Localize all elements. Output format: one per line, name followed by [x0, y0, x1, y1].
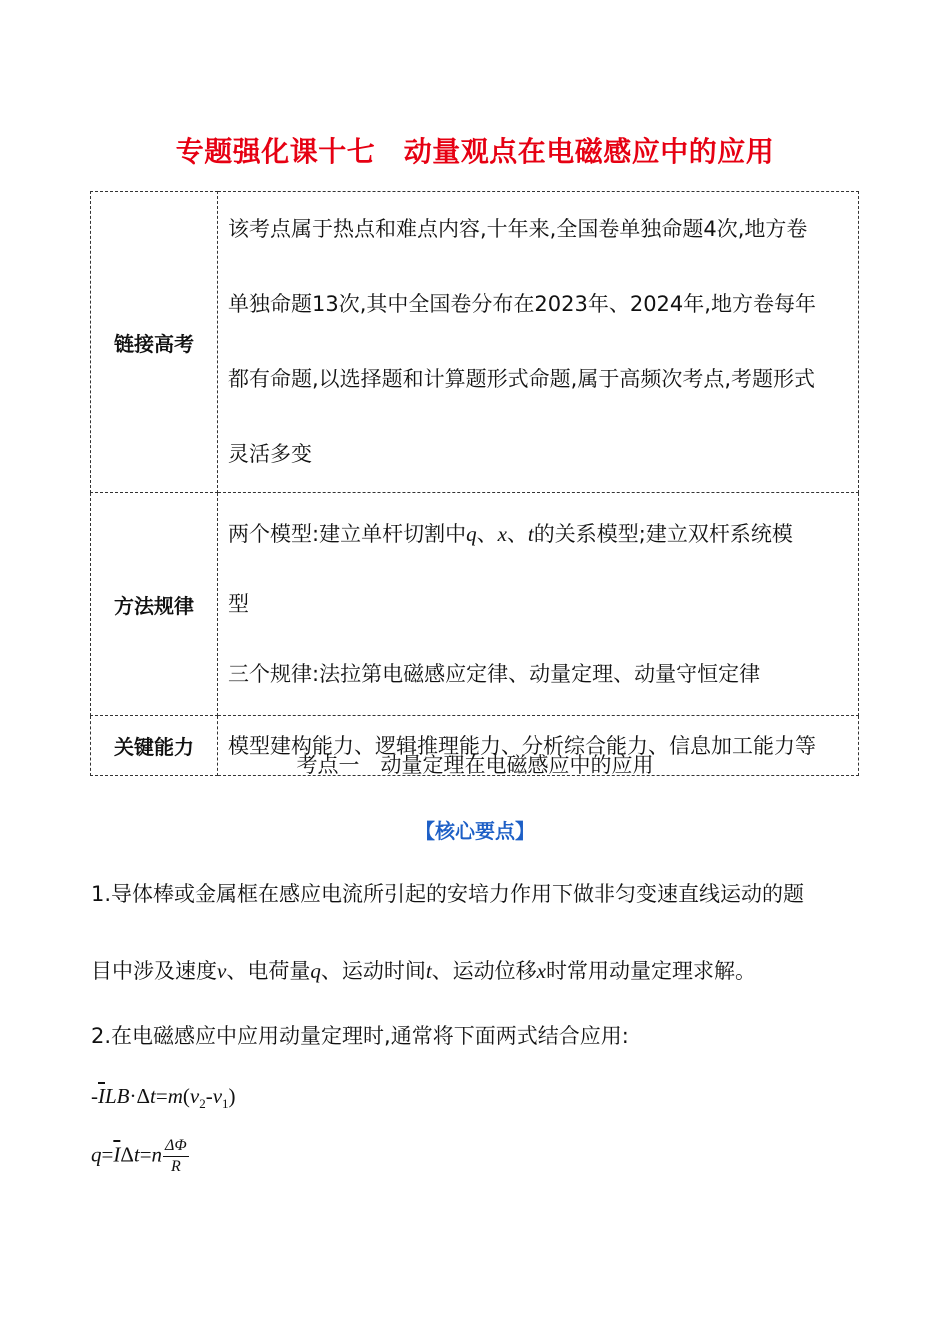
- row-content-method: [218, 493, 859, 716]
- content-line: 灵活多变: [228, 442, 312, 466]
- text-span: 、运动时间: [320, 959, 426, 983]
- delta-sign: Δ: [120, 1142, 134, 1167]
- row-label-ability: 关键能力: [91, 716, 218, 776]
- separator: 、: [476, 522, 498, 546]
- text-span: 的关系模型;建立双杆系统模: [533, 522, 793, 546]
- subscript: 2: [199, 1096, 206, 1112]
- fraction-numerator: ΔΦ: [163, 1136, 189, 1157]
- variable-x: x: [497, 522, 507, 546]
- point-2: 2.在电磁感应中应用动量定理时,通常将下面两式结合应用:: [91, 1024, 629, 1048]
- charge-var: q: [91, 1142, 102, 1167]
- content-line: [228, 499, 858, 569]
- row-label-method: 方法规律: [91, 493, 218, 716]
- time-var: t: [150, 1084, 156, 1108]
- content-line: 型: [228, 592, 249, 616]
- equals-sign: =: [139, 1142, 152, 1167]
- paren: (: [182, 1084, 190, 1108]
- variable-x: x: [536, 959, 546, 983]
- text-span: 、运动位移: [431, 959, 537, 983]
- dot-delta: ·Δ: [129, 1084, 151, 1108]
- average-current: $\overline{I}$: [98, 1084, 105, 1108]
- core-points-heading: 【核心要点】: [415, 819, 535, 843]
- text-span: 、电荷量: [226, 959, 311, 983]
- section-title: 考点一 动量定理在电磁感应中的应用: [296, 753, 654, 777]
- variable-q: q: [466, 522, 477, 546]
- summary-table: [90, 191, 859, 776]
- length-field: LB: [105, 1084, 130, 1108]
- content-line: 该考点属于热点和难点内容,十年来,全国卷单独命题4次,地方卷: [228, 217, 808, 241]
- variable-q: q: [310, 959, 321, 983]
- formula-charge: [91, 1136, 189, 1177]
- row-content-link-exam: [218, 192, 859, 493]
- row-label-link-exam: 链接高考: [91, 192, 218, 493]
- variable-v: v: [217, 959, 227, 983]
- mass-var: m: [167, 1084, 183, 1108]
- page-title: 专题强化课十七 动量观点在电磁感应中的应用: [175, 135, 775, 168]
- average-current: $\overline{I}$: [113, 1142, 121, 1167]
- content-line: 都有命题,以选择题和计算题形式命题,属于高频次考点,考题形式: [228, 367, 816, 391]
- formula-momentum: [91, 1084, 236, 1112]
- content-line: 三个规律:法拉第电磁感应定律、动量定理、动量守恒定律: [228, 662, 761, 686]
- equals-sign: =: [101, 1142, 114, 1167]
- minus-sign: -: [91, 1084, 98, 1108]
- subscript: 1: [222, 1096, 229, 1112]
- content-line: 单独命题13次,其中全国卷分布在2023年、2024年,地方卷每年: [228, 292, 816, 316]
- point-1-line-2: [91, 955, 756, 985]
- text-span: 时常用动量定理求解。: [546, 959, 756, 983]
- turns-var: n: [151, 1142, 163, 1167]
- velocity-var: v: [212, 1084, 223, 1108]
- fraction-denominator: R: [170, 1158, 181, 1175]
- table-row: [91, 192, 859, 493]
- table-row: [91, 493, 859, 716]
- variable-t: t: [425, 959, 432, 983]
- time-var: t: [133, 1142, 140, 1167]
- velocity-var: v: [189, 1084, 200, 1108]
- separator: 、: [506, 522, 528, 546]
- fraction: [163, 1136, 189, 1177]
- text-span: 目中涉及速度: [91, 959, 217, 983]
- variable-t: t: [527, 522, 534, 546]
- equals-sign: =: [155, 1084, 168, 1108]
- point-1-line-1: 1.导体棒或金属框在感应电流所引起的安培力作用下做非匀变速直线运动的题: [91, 882, 805, 906]
- text-span: 两个模型:建立单杆切割中: [228, 522, 467, 546]
- content-line: 模型建构能力、逻辑推理能力、分析综合能力、信息加工能力等: [228, 733, 816, 758]
- paren: ): [228, 1084, 236, 1108]
- minus-sign: -: [205, 1084, 213, 1108]
